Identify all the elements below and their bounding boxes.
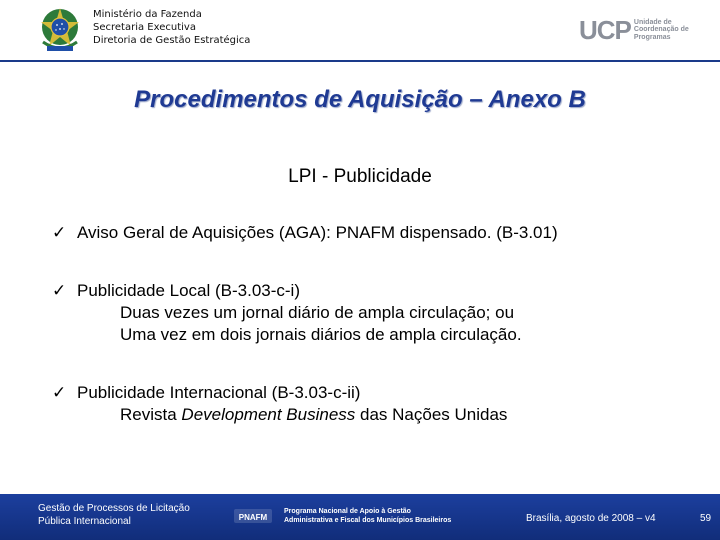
- footer-line: Gestão de Processos de Licitação: [38, 503, 190, 514]
- bullet-subline: Duas vezes um jornal diário de ampla circulação; ou: [120, 303, 515, 322]
- bullet-list: [52, 222, 692, 426]
- check-icon: ✓: [52, 281, 67, 300]
- ucp-logo-text: UCP: [579, 15, 631, 45]
- footer-line: Pública Internacional: [38, 516, 131, 527]
- check-icon: ✓: [52, 383, 67, 402]
- pnafm-line: Programa Nacional de Apoio à Gestão: [284, 508, 411, 515]
- page-number: 59: [700, 513, 712, 524]
- coat-of-arms-icon: [35, 4, 85, 54]
- ministry-line: Diretoria de Gestão Estratégica: [93, 35, 251, 46]
- ministry-line: Secretaria Executiva: [93, 22, 196, 33]
- pnafm-logo-text: PNAFM: [238, 513, 268, 522]
- bullet-subline-suffix: das Nações Unidas: [355, 405, 508, 424]
- ucp-logo-sub-line: Programas: [633, 33, 671, 41]
- header-divider: [0, 60, 720, 62]
- ministry-line: Ministério da Fazenda: [93, 9, 202, 20]
- bullet-text: Publicidade Local (B-3.03-c-i): [77, 281, 300, 300]
- pnafm-logo-icon: [234, 507, 272, 525]
- bullet-subline: Uma vez em dois jornais diários de ampla circulação.: [120, 325, 522, 344]
- bullet-text: Aviso Geral de Aquisições (AGA): PNAFM dispensado. (B-3.01): [77, 223, 558, 242]
- slide-header: [0, 0, 720, 62]
- bullet-text: Publicidade Internacional (B-3.03-c-ii): [77, 383, 361, 402]
- bullet-item: [52, 222, 692, 244]
- slide-title: Procedimentos de Aquisição – Anexo B: [134, 86, 586, 113]
- slide-subtitle: LPI - Publicidade: [288, 166, 432, 187]
- ucp-logo-sub-line: Unidade de: [633, 18, 672, 26]
- ucp-logo: [579, 17, 689, 43]
- slide-footer: [0, 494, 720, 540]
- footer-course-title: [38, 502, 190, 528]
- check-icon: ✓: [52, 223, 67, 242]
- bullet-subline-prefix: Revista: [120, 405, 182, 424]
- pnafm-program-name: [284, 507, 451, 525]
- bullet-subline-italic: Development Business: [181, 405, 356, 424]
- bullet-subline: [77, 404, 692, 426]
- ucp-logo-sub-line: Coordenação de: [633, 26, 689, 34]
- footer-date-version: Brasília, agosto de 2008 – v4: [526, 513, 656, 524]
- ministry-block: [93, 8, 250, 47]
- bullet-item: [52, 382, 692, 426]
- ucp-logo-subtitle: [634, 19, 689, 42]
- pnafm-line: Administrativa e Fiscal dos Municípios Brasileiros: [284, 517, 452, 524]
- bullet-item: [52, 280, 692, 346]
